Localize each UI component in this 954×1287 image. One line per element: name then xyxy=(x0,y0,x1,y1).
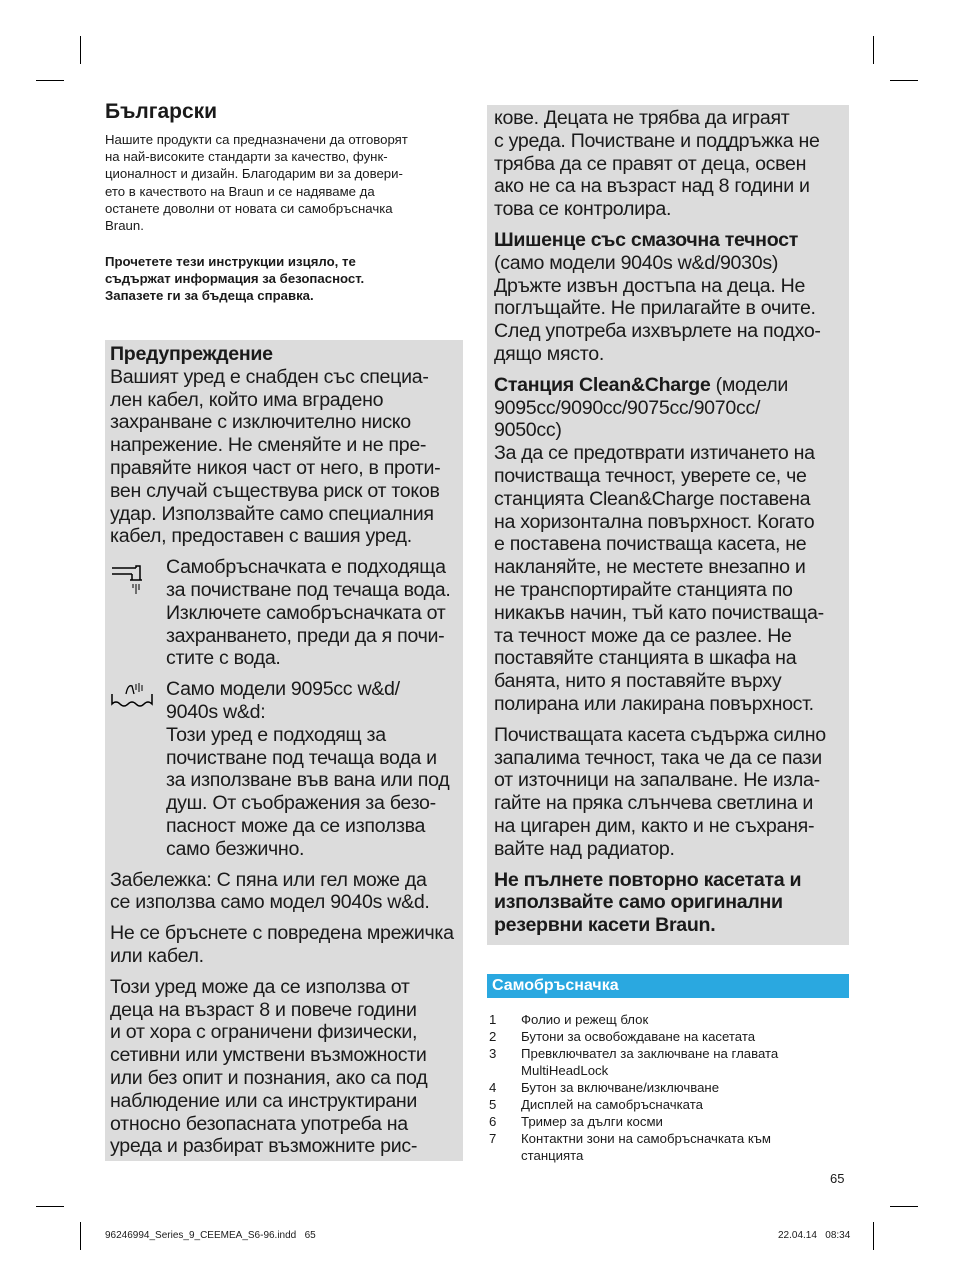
list-item xyxy=(489,1045,849,1079)
station-note xyxy=(494,374,846,716)
text-line: сетивни или умствени възможности xyxy=(110,1044,427,1067)
text-line: стите с вода. xyxy=(166,647,281,670)
bath-use-note xyxy=(110,678,460,860)
text-line: ционалност и дизайн. Благодарим ви за довери- xyxy=(105,166,403,182)
item-label xyxy=(521,1130,771,1164)
station-models-intro: (модели xyxy=(710,373,789,396)
text-line: никакъв начин, тъй като почистваща- xyxy=(494,601,824,624)
text-line: банята, нито я поставяйте върху xyxy=(494,670,782,693)
page-heading: Български xyxy=(105,100,218,123)
crop-mark xyxy=(36,1206,64,1207)
text-line: Само модели 9095cc w&d/ xyxy=(166,678,400,701)
page-number: 65 xyxy=(830,1171,845,1186)
text-line: на хоризонтална повърхност. Когато xyxy=(494,510,815,533)
item-number: 2 xyxy=(489,1029,497,1044)
item-label-line: Контактни зони на самобръсначката към xyxy=(521,1131,771,1146)
list-item xyxy=(489,1130,849,1164)
list-item xyxy=(489,1011,849,1028)
text-line: Вашият уред е снабден със специа- xyxy=(110,365,429,388)
children-note xyxy=(110,976,460,1158)
text-line: полирана или лакирана повърхност. xyxy=(494,692,814,715)
item-label xyxy=(521,1045,778,1079)
text-line: гайте на пряка слънчева светлина и xyxy=(494,792,814,815)
text-line: та течност може да се разлее. Не xyxy=(494,624,792,647)
text-line: удар. Използвайте само специалния xyxy=(110,502,434,525)
item-number: 4 xyxy=(489,1080,497,1095)
text-line: Самобръсначката е подходяща xyxy=(166,556,446,579)
text-line: 9095cc/9090cc/9075cc/9070cc/ xyxy=(494,396,761,419)
crop-mark xyxy=(873,36,874,64)
parts-list xyxy=(489,1011,849,1164)
text-line: захранването, преди да я почи- xyxy=(166,624,445,647)
flammable-note xyxy=(494,724,846,861)
text-line: или кабел. xyxy=(110,944,204,967)
text-line: уреда и разбират възможните рис- xyxy=(110,1135,418,1158)
station-title: Станция Clean&Charge xyxy=(494,373,711,396)
text-line: Забележка: С пяна или гел може да xyxy=(110,868,427,891)
read-instructions-note xyxy=(105,253,470,305)
text-line: ако не са на възраст над 8 години и xyxy=(494,175,810,198)
text-line: е поставена почистваща касета, не xyxy=(494,533,807,556)
text-line: кове. Децата не трябва да играят xyxy=(494,107,790,129)
text-line: Изключете самобръсначката от xyxy=(166,601,446,624)
text-line: захранване с изключително ниско xyxy=(110,411,411,434)
text-line: за почистване под течаща вода. xyxy=(166,578,451,601)
item-label: Бутон за включване/изключване xyxy=(521,1080,720,1095)
text-line: вен случай съществува риск от токов xyxy=(110,479,440,502)
children-note-continued xyxy=(494,107,846,221)
text-line: Дръжте извън достъпа на деца. Не xyxy=(494,274,806,297)
intro-paragraph xyxy=(105,131,470,234)
list-item xyxy=(489,1079,849,1096)
crop-mark xyxy=(80,36,81,64)
text-line: от източници на запалване. Не изла- xyxy=(494,769,820,792)
text-line: правяйте никоя част от него, в проти- xyxy=(110,456,441,479)
text-line: наблюдение или са инструктирани xyxy=(110,1089,418,1112)
text-line: 9050cc) xyxy=(494,419,562,442)
text-line: за използване във вана или под xyxy=(166,769,450,792)
crop-mark xyxy=(36,80,64,81)
text-line: относно безопасната употреба на xyxy=(110,1112,408,1135)
item-label-line: Превключвател за заключване на главата xyxy=(521,1046,779,1061)
text-line: душ. От съображения за безо- xyxy=(166,792,436,815)
tap-water-note xyxy=(110,556,460,670)
text-line: Прочетете тези инструкции изцяло, те xyxy=(105,254,356,269)
foam-gel-note xyxy=(110,869,460,915)
text-line: деца на възраст 8 и повече години xyxy=(110,998,417,1021)
warning-body xyxy=(110,366,460,548)
text-line: лен кабел, който има вградено xyxy=(110,388,384,411)
text-line: резервни касети Braun. xyxy=(494,914,716,937)
text-line: Запазете ги за бъдеща справка. xyxy=(105,288,314,304)
text-line: Почистващата касета съдържа силно xyxy=(494,723,826,746)
footer-date: 22.04.14 08:34 xyxy=(778,1230,851,1241)
warning-content xyxy=(110,343,460,1158)
warning-continued-content xyxy=(494,107,846,937)
item-number: 3 xyxy=(489,1046,497,1061)
item-label: Бутони за освобождаване на касетата xyxy=(521,1029,756,1044)
crop-mark xyxy=(890,1206,918,1207)
text-line: Не пълнете повторно касетата и xyxy=(494,868,802,891)
text-line: ето в качеството на Braun и се надяваме да xyxy=(105,183,375,199)
text-line: накланяйте, не местете внезапно и xyxy=(494,556,806,579)
oil-bottle-note xyxy=(494,229,846,366)
section-title-shaver: Самобръсначка xyxy=(487,974,849,998)
list-item xyxy=(489,1028,849,1045)
text-line: За да се предотврати изтичането на xyxy=(494,442,815,465)
crop-mark xyxy=(873,1222,874,1250)
text-line: се използва само модел 9040s w&d. xyxy=(110,891,430,914)
item-label: Фолио и режещ блок xyxy=(521,1012,649,1027)
item-number: 1 xyxy=(489,1012,497,1027)
crop-mark xyxy=(890,80,918,81)
text-line: трябва да се правят от деца, освен xyxy=(494,152,807,175)
oil-bottle-title: Шишенце със смазочна течност xyxy=(494,228,799,251)
footer-file-info: 96246994_Series_9_CEEMEA_S6-96.indd 65 xyxy=(105,1230,316,1241)
item-number: 5 xyxy=(489,1097,497,1112)
text-line: с уреда. Почистване и поддръжка не xyxy=(494,129,820,152)
text-line: Този уред може да се използва от xyxy=(110,975,410,998)
text-line: почистване под течаща вода и xyxy=(166,746,437,769)
text-line: напрежение. Не сменяйте и не пре- xyxy=(110,434,427,457)
text-line: и от хора с ограничени физически, xyxy=(110,1021,418,1044)
text-line: След употреба изхвърлете на подхо- xyxy=(494,320,821,343)
text-line: Не се бръснете с повредена мрежичка xyxy=(110,922,454,945)
text-line: кабел, предоставен с вашия уред. xyxy=(110,525,412,548)
text-line: пасност може да се използва xyxy=(166,814,426,837)
warning-title: Предупреждение xyxy=(110,343,273,365)
text-line: на най-високите стандарти за качество, функ- xyxy=(105,149,388,165)
text-line: почистваща течност, уверете се, че xyxy=(494,464,807,487)
text-line: 9040s w&d: xyxy=(166,700,266,723)
bath-icon xyxy=(110,680,158,720)
item-label-line: MultiHeadLock xyxy=(521,1063,609,1078)
text-line: не транспортирайте станцията по xyxy=(494,578,793,601)
text-line: поглъщайте. Не прилагайте в очите. xyxy=(494,297,816,320)
crop-mark xyxy=(80,1222,81,1250)
text-line: запалима течност, така че да се пази xyxy=(494,746,822,769)
text-line: Нашите продукти са предназначени да отговорят xyxy=(105,132,408,147)
text-line: или без опит и познания, ако са под xyxy=(110,1066,428,1089)
item-number: 7 xyxy=(489,1131,497,1146)
damaged-foil-note xyxy=(110,922,460,968)
item-label-line: станцията xyxy=(521,1148,584,1163)
text-line: на цигарен дим, както и не съхраня- xyxy=(494,814,815,837)
text-line: Braun. xyxy=(105,218,144,234)
text-line: съдържат информация за безопасност. xyxy=(105,271,365,287)
text-line: поставяйте станцията в шкафа на xyxy=(494,647,797,670)
item-label: Дисплей на самобръсначката xyxy=(521,1097,703,1112)
text-line: това се контролира. xyxy=(494,198,672,221)
item-label: Тример за дълги косми xyxy=(521,1114,663,1129)
text-line: останете доволни от новата си самобръсначка xyxy=(105,200,393,216)
text-line: вайте над радиатор. xyxy=(494,837,675,860)
text-line: станцията Clean&Charge поставена xyxy=(494,487,811,510)
faucet-icon xyxy=(110,558,158,598)
text-line: (само модели 9040s w&d/9030s) xyxy=(494,251,779,274)
item-number: 6 xyxy=(489,1114,497,1129)
list-item xyxy=(489,1096,849,1113)
text-line: Този уред е подходящ за xyxy=(166,723,386,746)
text-line: използвайте само оригинални xyxy=(494,891,783,914)
refill-warning xyxy=(494,869,846,937)
text-line: дящо място. xyxy=(494,342,604,365)
list-item xyxy=(489,1113,849,1130)
text-line: само безжично. xyxy=(166,837,305,860)
